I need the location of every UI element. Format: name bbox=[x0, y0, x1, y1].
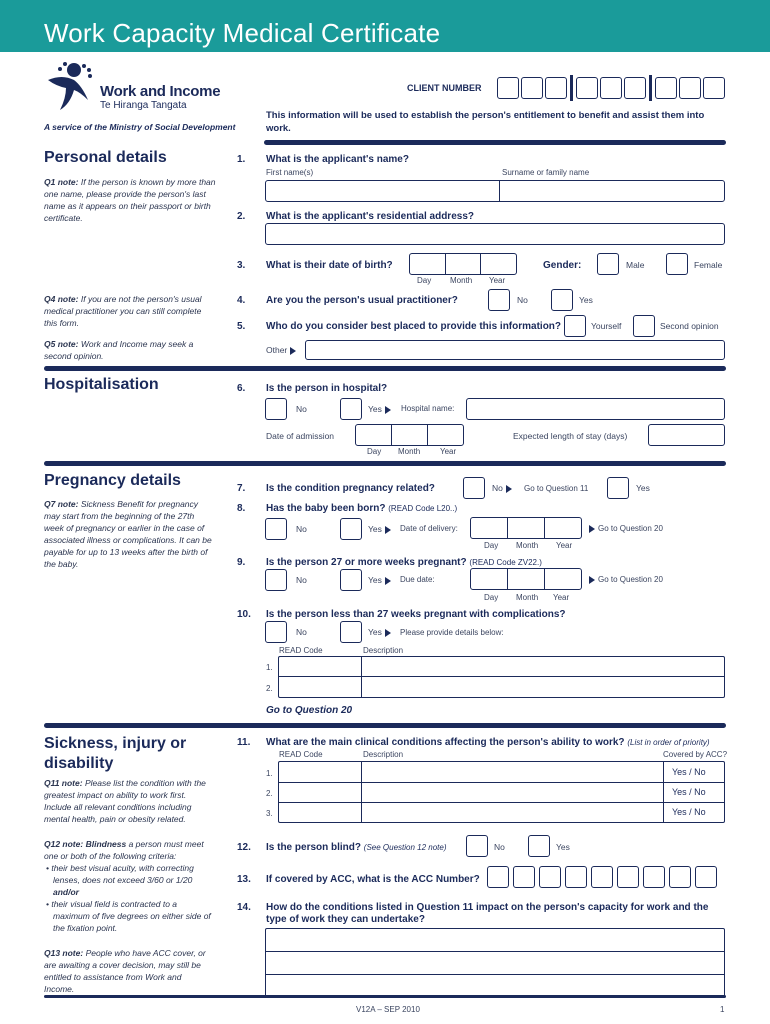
q1-note: Q1 note: If the person is known by more than one name, please provide the person's last name as it appears on their passport or birth certificate. bbox=[44, 177, 216, 223]
arrow-right-icon bbox=[506, 485, 512, 493]
q8-no-label: No bbox=[296, 524, 307, 534]
q9-question: Is the person 27 or more weeks pregnant? (READ Code ZV22.) bbox=[266, 557, 542, 568]
q11-row-number: 3. bbox=[266, 809, 273, 818]
q4-no-checkbox[interactable] bbox=[488, 289, 510, 311]
q5-second-opinion-checkbox[interactable] bbox=[633, 315, 655, 337]
q6-admission-label: Date of admission bbox=[266, 431, 335, 441]
q9-number: 9. bbox=[237, 557, 246, 568]
client-number-digit[interactable] bbox=[600, 77, 622, 99]
due-date-input[interactable] bbox=[470, 568, 582, 590]
q9-goto-label: Go to Question 20 bbox=[586, 575, 663, 584]
q6-no-label: No bbox=[296, 404, 307, 414]
client-number-digit[interactable] bbox=[497, 77, 519, 99]
acc-number-digit[interactable] bbox=[695, 866, 717, 888]
gender-female-label: Female bbox=[694, 260, 723, 270]
q6-yes-label: Yes bbox=[368, 404, 394, 414]
hospital-name-input[interactable] bbox=[466, 398, 725, 420]
client-number-digit[interactable] bbox=[679, 77, 701, 99]
q8-yes-label: Yes bbox=[368, 524, 394, 534]
date-label-year: Year bbox=[556, 541, 573, 550]
q13-number: 13. bbox=[237, 874, 251, 885]
date-label-month: Month bbox=[516, 593, 539, 602]
q12-yes-label: Yes bbox=[556, 842, 570, 852]
arrow-right-icon bbox=[385, 526, 391, 534]
q11-acc-yes-no[interactable]: Yes / No bbox=[672, 767, 706, 777]
q1-number: 1. bbox=[237, 154, 246, 165]
q9-due-label: Due date: bbox=[400, 575, 435, 584]
client-number-separator bbox=[649, 75, 652, 101]
client-number-digit[interactable] bbox=[545, 77, 567, 99]
q9-yes-label: Yes bbox=[368, 575, 394, 585]
acc-number-digit[interactable] bbox=[617, 866, 639, 888]
gender-male-label: Male bbox=[626, 260, 645, 270]
date-label-year: Year bbox=[489, 276, 506, 285]
q10-yes-label: Yes bbox=[368, 627, 394, 637]
address-input[interactable] bbox=[265, 223, 725, 245]
q3-question: What is their date of birth? bbox=[266, 260, 393, 271]
logo-subtitle: Te Hiranga Tangata bbox=[100, 100, 187, 111]
divider bbox=[44, 366, 726, 371]
dob-input[interactable] bbox=[409, 253, 517, 275]
q11-acc-yes-no[interactable]: Yes / No bbox=[672, 807, 706, 817]
date-label-day: Day bbox=[484, 593, 499, 602]
q1-first-name-label: First name(s) bbox=[266, 168, 314, 177]
date-label-day: Day bbox=[367, 447, 382, 456]
q12-note: Q12 note: Blindness a person must meet one or both of the following criteria: • their best visual acuity, with correcting lenses, does not exceed 3/60 or 1/20 and/or • their visual field is contracted to a maximum of five degrees on either side of the fixation point. bbox=[44, 839, 211, 933]
arrow-right-icon bbox=[385, 406, 391, 414]
q4-yes-checkbox[interactable] bbox=[551, 289, 573, 311]
divider bbox=[44, 461, 726, 466]
q10-number: 10. bbox=[237, 609, 251, 620]
arrow-right-icon bbox=[290, 347, 296, 355]
work-and-income-logo-icon bbox=[44, 60, 100, 112]
q6-no-checkbox[interactable] bbox=[265, 398, 287, 420]
q10-no-label: No bbox=[296, 627, 307, 637]
section-pregnancy-details: Pregnancy details bbox=[44, 472, 181, 489]
q6-question: Is the person in hospital? bbox=[266, 383, 388, 394]
section-personal-details: Personal details bbox=[44, 149, 167, 166]
page-title: Work Capacity Medical Certificate bbox=[44, 18, 441, 48]
q10-goto-label: Go to Question 20 bbox=[266, 705, 353, 716]
q11-row-number: 1. bbox=[266, 769, 273, 778]
client-number-label: CLIENT NUMBER bbox=[407, 83, 482, 93]
q6-hospital-name-label: Hospital name: bbox=[401, 404, 455, 413]
length-of-stay-input[interactable] bbox=[648, 424, 725, 446]
q4-question: Are you the person's usual practitioner? bbox=[266, 295, 458, 306]
q10-read-code-header: READ Code bbox=[279, 646, 323, 655]
divider bbox=[264, 140, 726, 145]
q4-number: 4. bbox=[237, 295, 246, 306]
arrow-right-icon bbox=[385, 577, 391, 585]
q6-yes-checkbox[interactable] bbox=[340, 398, 362, 420]
client-number-digit[interactable] bbox=[624, 77, 646, 99]
q13-note: Q13 note: People who have ACC cover, or are awaiting a cover decision, may still be entitled to assistance from Work and Income. bbox=[44, 948, 206, 994]
q9-no-label: No bbox=[296, 575, 307, 585]
q10-description-header: Description bbox=[363, 646, 404, 655]
q12-no-checkbox[interactable] bbox=[466, 835, 488, 857]
q11-read-code-header: READ Code bbox=[279, 750, 323, 759]
q7-no-label: No bbox=[492, 483, 515, 493]
service-line: A service of the Ministry of Social Development bbox=[44, 122, 236, 132]
q6-length-label: Expected length of stay (days) bbox=[513, 431, 628, 441]
q7-question: Is the condition pregnancy related? bbox=[266, 483, 435, 494]
q2-question: What is the applicant's residential address? bbox=[266, 211, 474, 222]
arrow-right-icon bbox=[385, 629, 391, 637]
q11-question: What are the main clinical conditions affecting the person's ability to work? (List in order of priority) bbox=[266, 737, 710, 748]
q12-number: 12. bbox=[237, 842, 251, 853]
admission-date-input[interactable] bbox=[355, 424, 464, 446]
q5-second-opinion-label: Second opinion bbox=[660, 321, 719, 331]
acc-number-digit[interactable] bbox=[513, 866, 535, 888]
q5-other-input[interactable] bbox=[305, 340, 725, 360]
acc-number-digit[interactable] bbox=[643, 866, 665, 888]
q5-note: Q5 note: Work and Income may seek a second opinion. bbox=[44, 339, 194, 361]
q7-no-checkbox[interactable] bbox=[463, 477, 485, 499]
q4-note: Q4 note: If you are not the person's usual medical practitioner you can still complete this form. bbox=[44, 294, 202, 328]
q11-description-header: Description bbox=[363, 750, 404, 759]
q10-details-label: Please provide details below: bbox=[400, 628, 504, 637]
q7-yes-checkbox[interactable] bbox=[607, 477, 629, 499]
gender-label: Gender: bbox=[543, 260, 582, 271]
q11-number: 11. bbox=[237, 737, 251, 748]
acc-number-digit[interactable] bbox=[669, 866, 691, 888]
q11-note: Q11 note: Please list the condition with the greatest impact on ability to work first. Include all relevant conditions including mental health, pain or obesity related. bbox=[44, 778, 206, 824]
acc-number-digit[interactable] bbox=[591, 866, 613, 888]
client-number-digit[interactable] bbox=[521, 77, 543, 99]
q11-acc-yes-no[interactable]: Yes / No bbox=[672, 787, 706, 797]
date-label-month: Month bbox=[398, 447, 421, 456]
q7-yes-label: Yes bbox=[636, 483, 650, 493]
q1-question: What is the applicant's name? bbox=[266, 154, 409, 165]
intro-text: This information will be used to establish the person's entitlement to benefit and assist them into work. bbox=[266, 110, 705, 134]
q8-yes-checkbox[interactable] bbox=[340, 518, 362, 540]
q2-number: 2. bbox=[237, 211, 246, 222]
q7-note: Q7 note: Sickness Benefit for pregnancy may start from the beginning of the 27th week of pregnancy or earlier in the case of associated illness or complications. It can be payable for up to 13 weeks after the birth of the baby. bbox=[44, 499, 212, 569]
name-input[interactable] bbox=[265, 180, 725, 202]
q14-answer-area[interactable] bbox=[265, 928, 725, 998]
q4-yes-label: Yes bbox=[579, 295, 593, 305]
q8-date-label: Date of delivery: bbox=[400, 524, 458, 533]
q13-question: If covered by ACC, what is the ACC Number? bbox=[266, 874, 480, 885]
date-label-month: Month bbox=[516, 541, 539, 550]
date-label-month: Month bbox=[450, 276, 473, 285]
date-label-year: Year bbox=[553, 593, 570, 602]
client-number-digit[interactable] bbox=[576, 77, 598, 99]
q8-goto-label: Go to Question 20 bbox=[586, 524, 663, 533]
q11-conditions-table[interactable] bbox=[278, 761, 725, 823]
acc-number-digit[interactable] bbox=[565, 866, 587, 888]
q10-row-number: 1. bbox=[266, 663, 273, 672]
q9-no-checkbox[interactable] bbox=[265, 569, 287, 591]
acc-number-digit[interactable] bbox=[487, 866, 509, 888]
date-label-day: Day bbox=[484, 541, 499, 550]
date-label-year: Year bbox=[440, 447, 457, 456]
q14-number: 14. bbox=[237, 902, 251, 913]
client-number-digit[interactable] bbox=[703, 77, 725, 99]
gender-male-checkbox[interactable] bbox=[597, 253, 619, 275]
q5-number: 5. bbox=[237, 321, 246, 332]
q12-yes-checkbox[interactable] bbox=[528, 835, 550, 857]
divider bbox=[44, 723, 726, 728]
q10-no-checkbox[interactable] bbox=[265, 621, 287, 643]
q8-number: 8. bbox=[237, 503, 246, 514]
q10-row-number: 2. bbox=[266, 684, 273, 693]
client-number-digit[interactable] bbox=[655, 77, 677, 99]
footer-rule bbox=[44, 995, 726, 998]
q7-number: 7. bbox=[237, 483, 246, 494]
q5-yourself-checkbox[interactable] bbox=[564, 315, 586, 337]
q14-question: How do the conditions listed in Question 11 impact on the person's capacity for work and the type of work they can undertake? bbox=[266, 902, 709, 925]
q8-no-checkbox[interactable] bbox=[265, 518, 287, 540]
date-label-day: Day bbox=[417, 276, 432, 285]
arrow-right-icon bbox=[589, 525, 595, 533]
q10-question: Is the person less than 27 weeks pregnant with complications? bbox=[266, 609, 566, 620]
q3-number: 3. bbox=[237, 260, 246, 271]
section-hospitalisation: Hospitalisation bbox=[44, 376, 159, 393]
q8-question: Has the baby been born? (READ Code L20..) bbox=[266, 503, 458, 514]
page-number: 1 bbox=[720, 1005, 725, 1014]
q7-goto-label: Go to Question 11 bbox=[524, 484, 589, 493]
q11-row-number: 2. bbox=[266, 789, 273, 798]
delivery-date-input[interactable] bbox=[470, 517, 582, 539]
q9-yes-checkbox[interactable] bbox=[340, 569, 362, 591]
q5-yourself-label: Yourself bbox=[591, 321, 622, 331]
q11-acc-header: Covered by ACC? bbox=[663, 750, 728, 759]
client-number-separator bbox=[570, 75, 573, 101]
form-code: V12A – SEP 2010 bbox=[356, 1005, 420, 1014]
arrow-right-icon bbox=[589, 576, 595, 584]
q5-other-label: Other bbox=[266, 345, 299, 355]
logo-name: Work and Income bbox=[100, 83, 221, 100]
q6-number: 6. bbox=[237, 383, 246, 394]
q10-details-table[interactable] bbox=[278, 656, 725, 698]
q12-question: Is the person blind? (See Question 12 note) bbox=[266, 842, 447, 853]
section-sickness-injury-disability: Sickness, injury or disability bbox=[44, 735, 187, 772]
q10-yes-checkbox[interactable] bbox=[340, 621, 362, 643]
q12-no-label: No bbox=[494, 842, 505, 852]
q1-surname-label: Surname or family name bbox=[502, 168, 590, 177]
q5-question: Who do you consider best placed to provide this information? bbox=[266, 321, 562, 332]
q4-no-label: No bbox=[517, 295, 528, 305]
gender-female-checkbox[interactable] bbox=[666, 253, 688, 275]
acc-number-digit[interactable] bbox=[539, 866, 561, 888]
